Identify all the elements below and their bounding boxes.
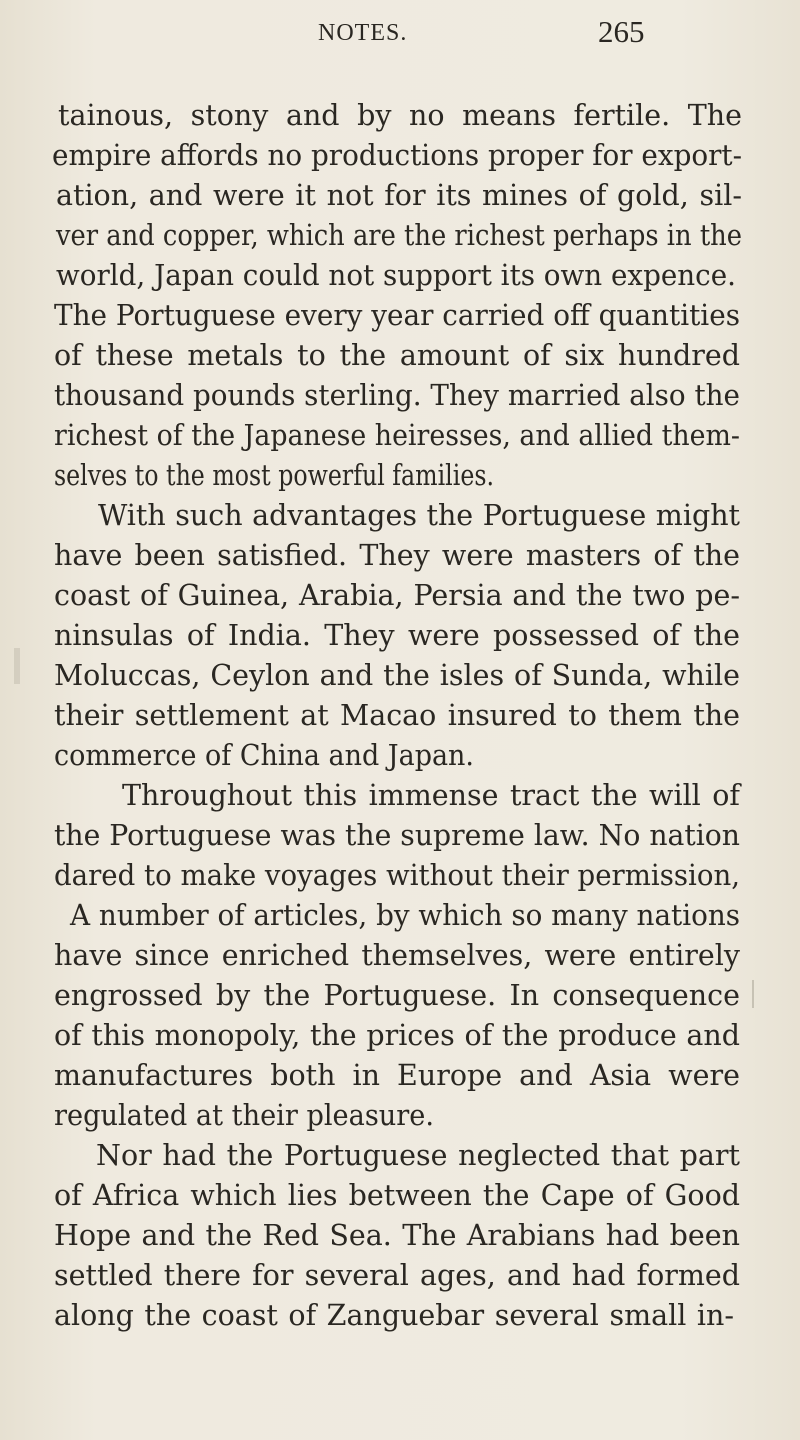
text-line: The Portuguese every year carried off quantities: [54, 299, 740, 332]
text-line: regulated at their pleasure.: [54, 1099, 434, 1132]
running-title: NOTES.: [318, 20, 408, 46]
text-line: dared to make voyages without their permission,: [54, 859, 740, 892]
page-number: 265: [598, 14, 645, 49]
text-line: coast of Guinea, Arabia, Persia and the two pe-: [54, 579, 740, 612]
text-line: world, Japan could not support its own expence.: [56, 259, 736, 292]
text-line: tainous, stony and by no means fertile. The: [58, 99, 742, 132]
text-line: ninsulas of India. They were possessed of the: [54, 619, 740, 652]
text-line: of these metals to the amount of six hundred: [54, 339, 740, 372]
margin-blemish: [14, 648, 20, 684]
page-header: [0, 14, 800, 58]
text-line: A number of articles, by which so many nations: [70, 899, 740, 932]
text-line: their settlement at Macao insured to them the: [54, 699, 740, 732]
text-line: Nor had the Portuguese neglected that part: [96, 1139, 740, 1172]
text-line: Throughout this immense tract the will of: [122, 779, 740, 812]
margin-blemish: [752, 980, 754, 1008]
text-line: Moluccas, Ceylon and the isles of Sunda, while: [54, 659, 740, 692]
text-line: along the coast of Zanguebar several small in-: [54, 1299, 734, 1332]
text-line: manufactures both in Europe and Asia were: [54, 1059, 740, 1092]
text-line: commerce of China and Japan.: [54, 739, 474, 772]
text-line: have been satisfied. They were masters of the: [54, 539, 740, 572]
text-line: have since enriched themselves, were entirely: [54, 939, 740, 972]
text-line: ver and copper, which are the richest perhaps in the: [56, 219, 742, 252]
text-line: of Africa which lies between the Cape of Good: [54, 1179, 740, 1212]
text-line: With such advantages the Portuguese might: [98, 499, 740, 532]
text-line: ation, and were it not for its mines of gold, sil-: [56, 179, 742, 212]
text-line: of this monopoly, the prices of the produce and: [54, 1019, 740, 1052]
text-line: engrossed by the Portuguese. In consequence: [54, 979, 740, 1012]
text-line: Hope and the Red Sea. The Arabians had been: [54, 1219, 740, 1252]
text-line: settled there for several ages, and had formed: [54, 1259, 740, 1292]
text-line: thousand pounds sterling. They married also the: [54, 379, 740, 412]
text-line: the Portuguese was the supreme law. No nation: [54, 819, 740, 852]
text-line: richest of the Japanese heiresses, and allied them-: [54, 419, 740, 452]
text-line: selves to the most powerful families.: [54, 459, 494, 492]
text-line: empire affords no productions proper for export-: [52, 139, 742, 172]
